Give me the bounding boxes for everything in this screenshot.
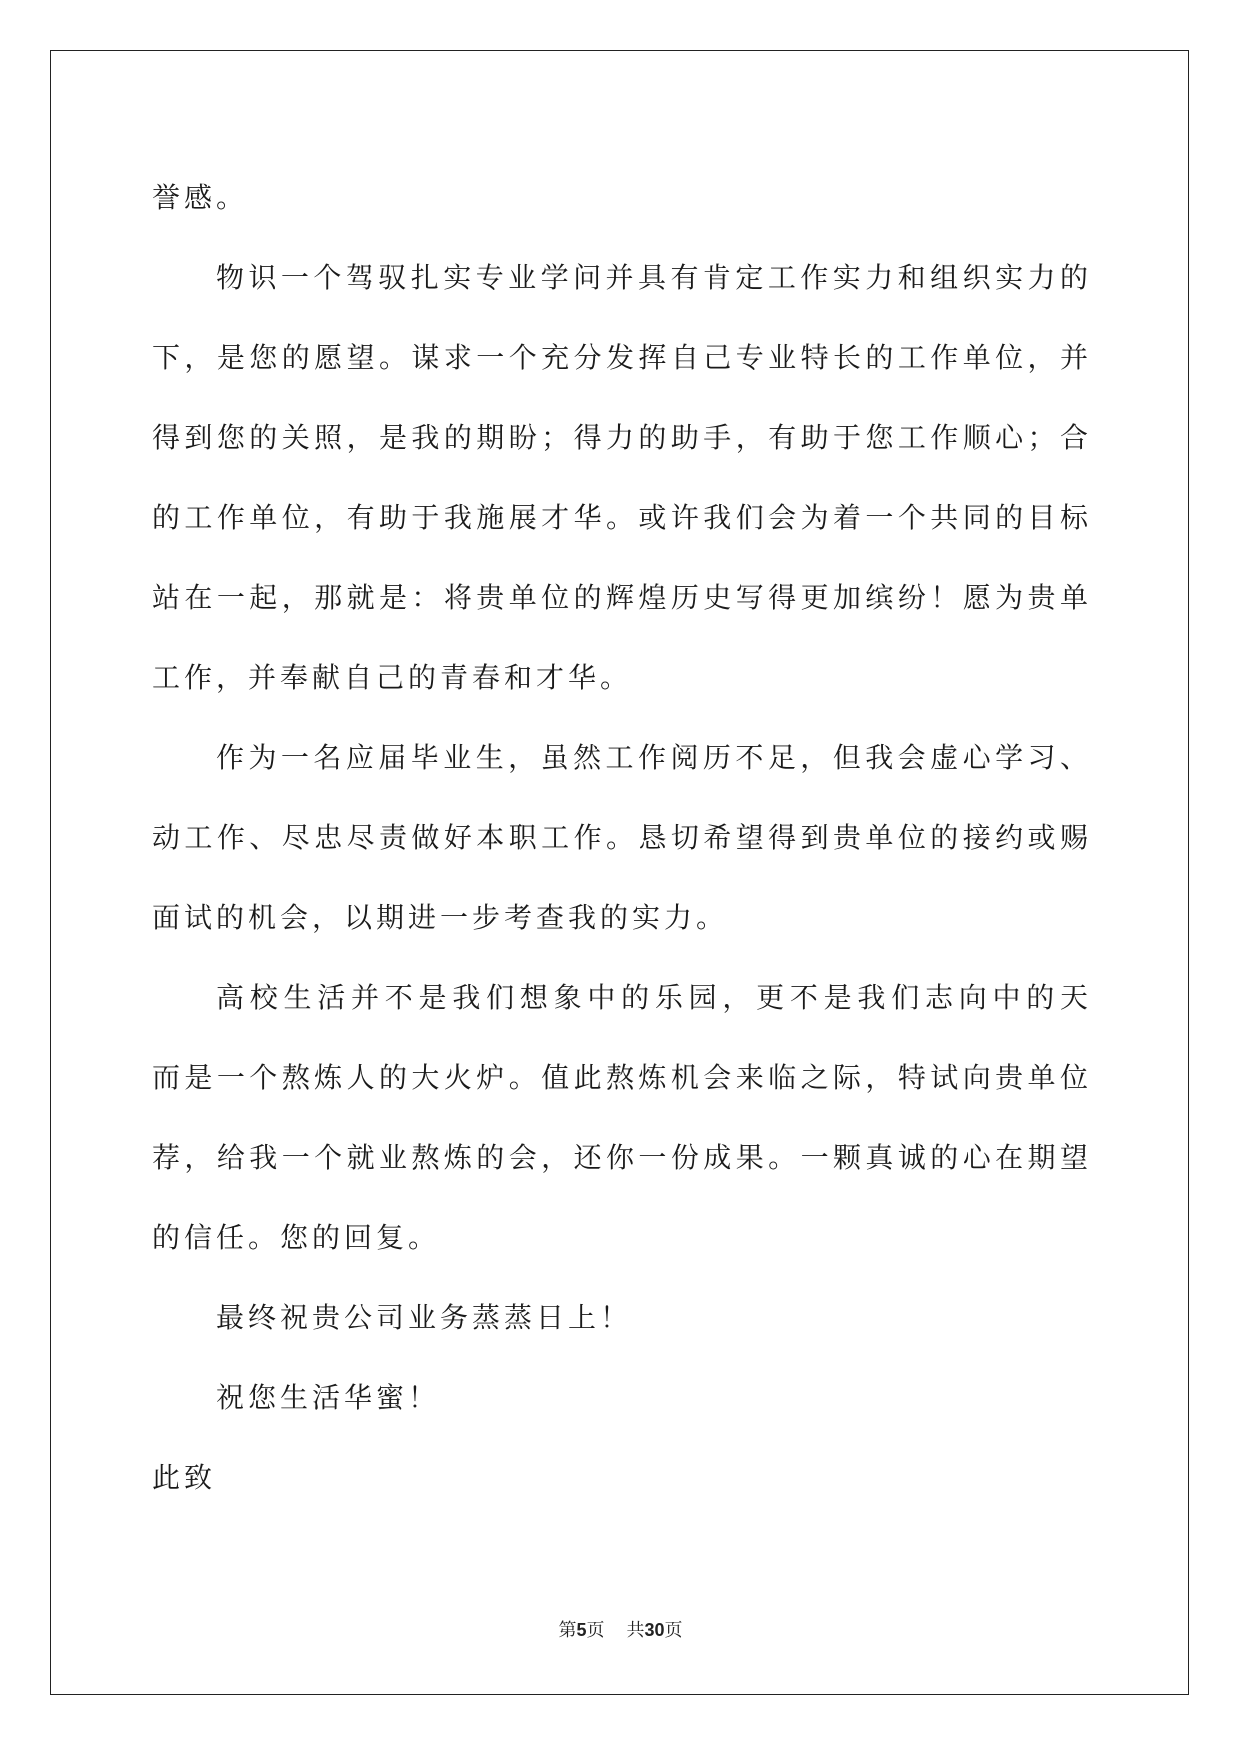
text-line: 的工作单位，有助于我施展才华。或许我们会为着一个共同的目标 <box>152 501 1092 534</box>
text-line: 荐，给我一个就业熬炼的会，还你一份成果。一颗真诚的心在期望 <box>152 1141 1092 1174</box>
text-line: 动工作、尽忠尽责做好本职工作。恳切希望得到贵单位的接约或赐 <box>152 821 1092 854</box>
text-line: 高校生活并不是我们想象中的乐园，更不是我们志向中的天 <box>216 981 1092 1014</box>
text-line: 最终祝贵公司业务蒸蒸日上！ <box>216 1301 633 1334</box>
text-line: 誉感。 <box>152 181 249 214</box>
text-line: 面试的机会，以期进一步考查我的实力。 <box>152 901 729 934</box>
total-prefix: 共 <box>626 1620 645 1641</box>
page-prefix: 第 <box>558 1620 577 1641</box>
page-suffix: 页 <box>586 1620 605 1641</box>
text-line: 工作，并奉献自己的青春和才华。 <box>152 661 633 694</box>
text-line: 的信任。您的回复。 <box>152 1221 441 1254</box>
text-line: 下，是您的愿望。谋求一个充分发挥自己专业特长的工作单位，并 <box>152 341 1092 374</box>
text-line: 物识一个驾驭扎实专业学问并具有肯定工作实力和组织实力的 <box>216 261 1092 294</box>
text-line: 此致 <box>152 1461 217 1494</box>
text-line: 站在一起，那就是：将贵单位的辉煌历史写得更加缤纷！愿为贵单 <box>152 581 1092 614</box>
total-pages: 30 <box>644 1620 665 1640</box>
page-footer <box>0 1616 1241 1642</box>
total-suffix: 页 <box>664 1620 683 1641</box>
text-line: 得到您的关照，是我的期盼；得力的助手，有助于您工作顺心；合 <box>152 421 1092 454</box>
letter-body <box>152 158 1092 1518</box>
page-number: 5 <box>576 1620 587 1640</box>
text-line: 而是一个熬炼人的大火炉。值此熬炼机会来临之际，特试向贵单位 <box>152 1061 1092 1094</box>
text-line: 祝您生活华蜜！ <box>216 1381 441 1414</box>
text-line: 作为一名应届毕业生，虽然工作阅历不足，但我会虚心学习、 <box>216 741 1092 774</box>
